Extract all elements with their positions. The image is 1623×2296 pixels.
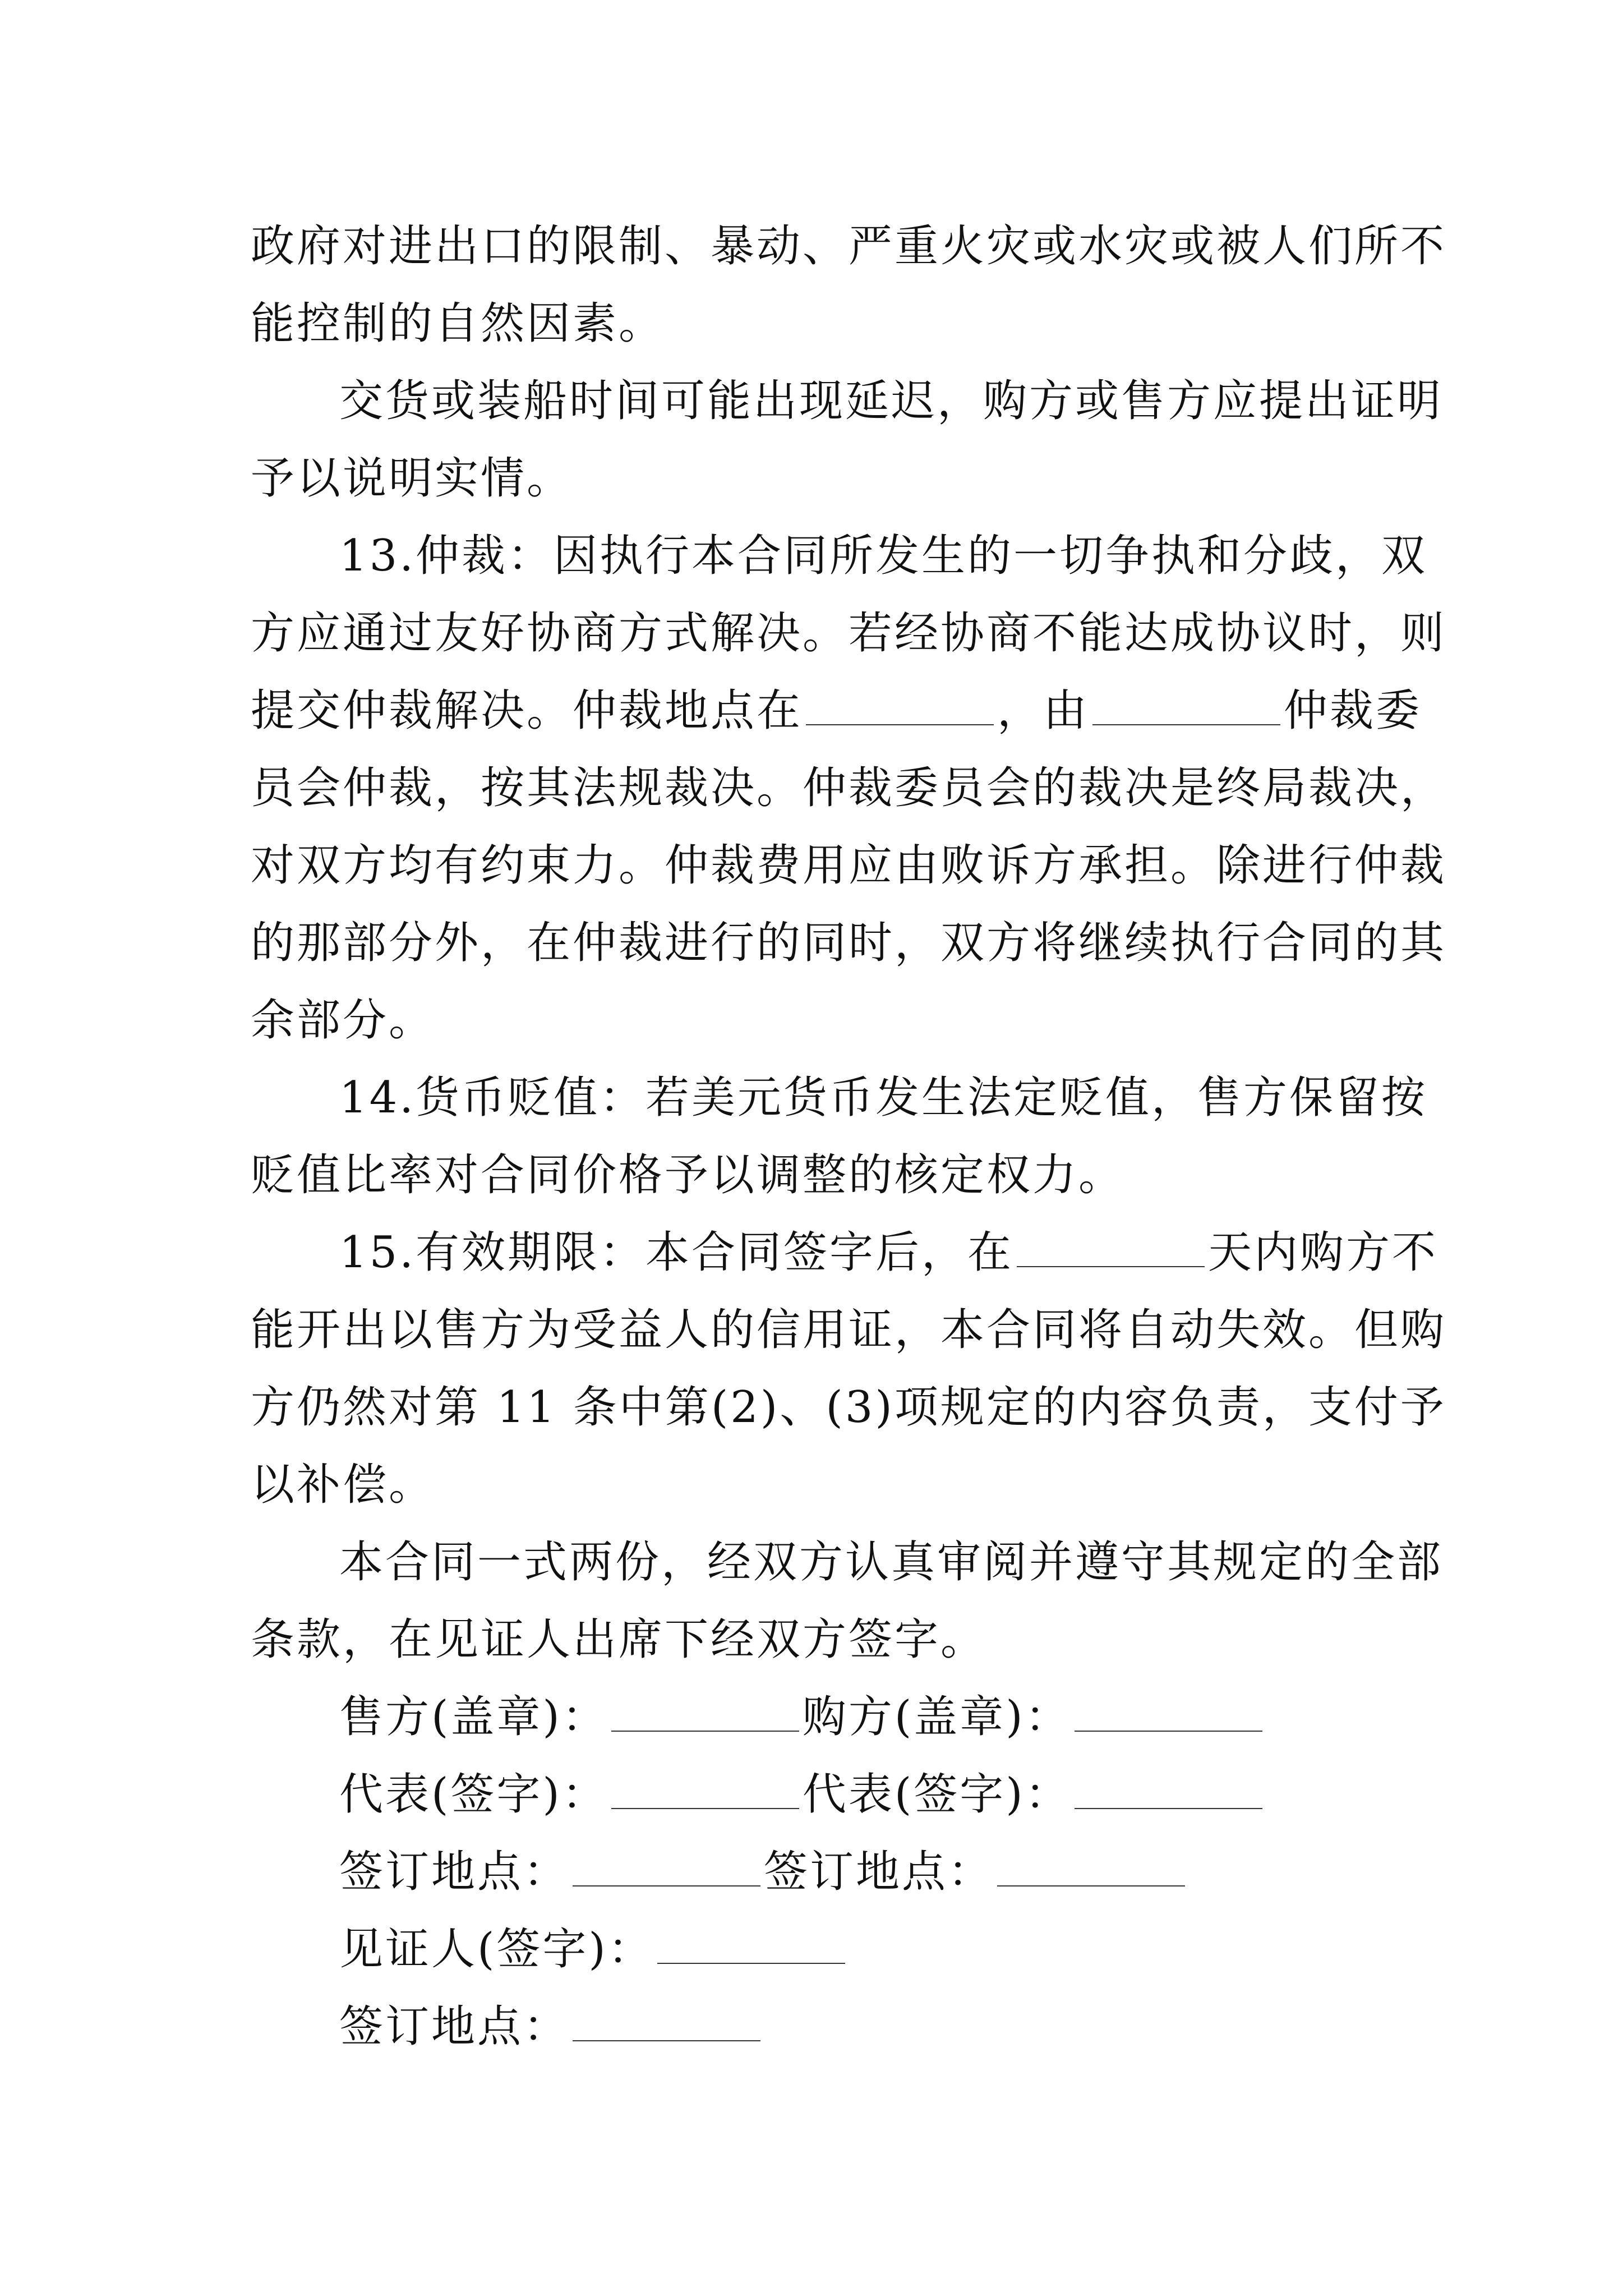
paragraph-line: 本合同一式两份，经双方认真审阅并遵守其规定的全部 [339, 1537, 1444, 1588]
witness-label: 见证人(签字)： [339, 1924, 654, 1975]
witness-place-blank [573, 2005, 760, 2041]
arbitration-commission-blank [1092, 689, 1280, 725]
validity-clause-line [251, 1214, 1438, 1291]
paragraph-line: 予以说明实情。 [251, 453, 573, 504]
buyer-place-label: 签订地点： [764, 1847, 994, 1897]
paragraph-line: 能开出以售方为受益人的信用证，本合同将自动失效。但购 [251, 1305, 1447, 1355]
text-segment: 提交仲裁解决。仲裁地点在 [251, 685, 803, 736]
arbitration-place-blank [806, 689, 994, 725]
document-page [251, 208, 1447, 2065]
signature-row-place [251, 1833, 1400, 1911]
seller-seal-blank [611, 1696, 799, 1732]
paragraph-line: 能控制的自然因素。 [251, 298, 665, 349]
paragraph-line [251, 672, 1422, 749]
paragraph-line: 政府对进出口的限制、暴动、严重火灾或水灾或被人们所不 [251, 221, 1447, 272]
paragraph-line: 对双方均有约束力。仲裁费用应由败诉方承担。除进行仲裁 [251, 840, 1447, 891]
paragraph-line: 贬值比率对合同价格予以调整的核定权力。 [251, 1150, 1125, 1200]
seller-place-blank [573, 1851, 760, 1887]
days-blank [1017, 1231, 1205, 1267]
buyer-rep-blank [1075, 1773, 1262, 1809]
currency-clause-line: 14.货币贬值：若美元货币发生法定贬值，售方保留按 [339, 1073, 1428, 1123]
paragraph-line: 方应通过友好协商方式解决。若经协商不能达成协议时，则 [251, 608, 1447, 659]
buyer-seal-label: 购方(盖章)： [802, 1692, 1071, 1742]
paragraph-line: 余部分。 [251, 995, 435, 1046]
buyer-rep-label: 代表(签字)： [802, 1769, 1071, 1820]
arbitration-clause-line: 13.仲裁：因执行本合同所发生的一切争执和分歧，双 [339, 531, 1428, 581]
text-segment: 仲裁委 [1284, 685, 1422, 736]
text-segment: ，由 [997, 685, 1090, 736]
seller-place-label: 签订地点： [339, 1847, 570, 1897]
paragraph-line: 方仍然对第 11 条中第(2)、(3)项规定的内容负责，支付予 [251, 1382, 1446, 1433]
paragraph-line: 交货或装船时间可能出现延迟，购方或售方应提出证明 [339, 376, 1444, 426]
text-segment: 15.有效期限：本合同签字后，在 [339, 1227, 1014, 1278]
signature-row-witness [251, 1911, 1400, 1988]
witness-blank [657, 1928, 845, 1964]
paragraph-line: 以补偿。 [251, 1460, 435, 1510]
seller-rep-label: 代表(签字)： [339, 1769, 608, 1820]
paragraph-line: 的那部分外，在仲裁进行的同时，双方将继续执行合同的其 [251, 918, 1447, 968]
seller-rep-blank [611, 1773, 799, 1809]
buyer-seal-blank [1075, 1696, 1262, 1732]
paragraph-line: 条款，在见证人出席下经双方签字。 [251, 1614, 987, 1665]
signature-row-seal [251, 1678, 1400, 1756]
buyer-place-blank [997, 1851, 1185, 1887]
signature-row-witness-place [251, 1988, 1400, 2065]
signature-row-representative [251, 1756, 1400, 1833]
text-segment: 天内购方不 [1208, 1227, 1438, 1278]
witness-place-label: 签订地点： [339, 2001, 570, 2052]
paragraph-line: 员会仲裁，按其法规裁决。仲裁委员会的裁决是终局裁决， [251, 763, 1447, 813]
seller-seal-label: 售方(盖章)： [339, 1692, 608, 1742]
